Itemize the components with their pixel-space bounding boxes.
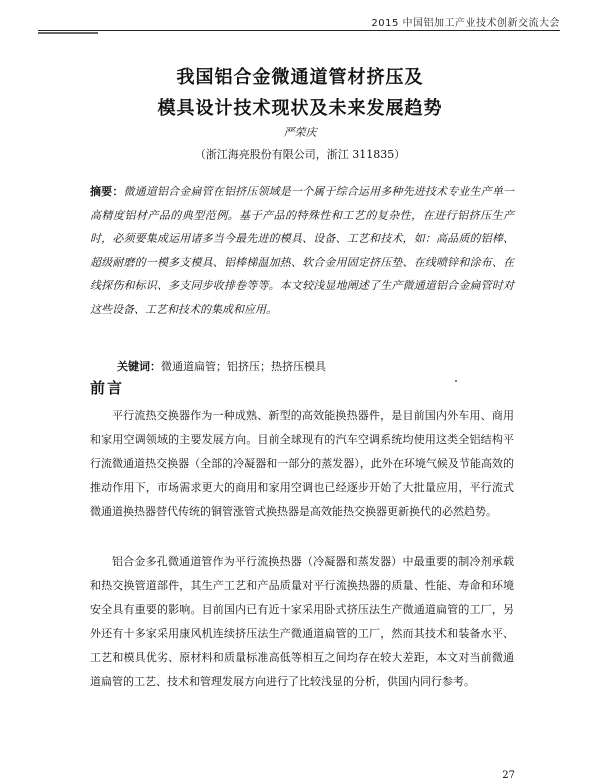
abstract-text: 微通道铝合金扁管在铝挤压领域是一个属于综合运用多种先进技术专业生产单一高精度铝材产品的典型范例。基于产品的特殊性和工艺的复杂性，在进行铝挤压生产时，必须要集成运用诸多当今最先进的模具、设备、工艺和技术，如：高品质的铝棒、超级耐磨的一模多支模具、铝棒梯温加热、软合金用固定挤压垫、在线喷锌和涂布、在线探伤和标识、多支同步收排卷等等。本文较浅显地阐述了生产微通道铝合金扁管时对这些设备、工艺和技术的集成和应用。 <box>90 185 515 316</box>
author-name: 严荣庆 <box>283 126 317 139</box>
paragraph-2: 铝合金多孔微通道管作为平行流换热器（冷凝器和蒸发器）中最重要的制冷剂承载和热交换管道部件，其生产工艺和产品质量对平行流换热器的质量、性能、寿命和环境安全具有重要的影响。目前国内已有近十家采用卧式挤压法生产微通道扁管的工厂，另外还有十多家采用康风机连续挤压法生产微通道扁管的工厂，然而其技术和装备水平、工艺和模具优劣、原材料和质量标准高低等相互之间均存在较大差距，本文对当前微通道扁管的工艺、技术和管理发展方向进行了比较浅显的分析，供国内同行参考。 <box>90 555 514 688</box>
section-title: 前言 <box>90 379 125 397</box>
header-rule-accent <box>38 32 98 34</box>
paper-title-line2: 模具设计技术现状及未来发展趋势 <box>157 98 443 119</box>
keywords <box>117 358 326 374</box>
keywords-text: 微通道扁管；铝挤压；热挤压模具 <box>161 360 326 373</box>
header-rule <box>38 30 560 31</box>
keywords-label: 关键词： <box>117 360 161 373</box>
paper-title-line1: 我国铝合金微通道管材挤压及 <box>176 67 424 88</box>
abstract-label: 摘要： <box>90 185 124 198</box>
page-number: 27 <box>502 770 515 781</box>
scan-speck <box>455 380 457 382</box>
author-affiliation: （浙江海亮股份有限公司，浙江 311835） <box>194 148 406 161</box>
conference-header: 2015 中国铝加工产业技术创新交流大会 <box>371 18 560 29</box>
abstract <box>90 180 514 321</box>
paragraph-1: 平行流热交换器作为一种成熟、新型的高效能换热器件，是目前国内外车用、商用和家用空调领域的主要发展方向。目前全球现有的汽车空调系统均使用这类全铝结构平行流微通道热交换器（全部的冷凝器和一部分的蒸发器），此外在环境气候及节能高效的推动作用下，市场需求更大的商用和家用空调也已经逐步开始了大批量应用，平行流式微通道换热器替代传统的铜管涨管式换热器是高效能热交换器更新换代的必然趋势。 <box>90 409 514 518</box>
